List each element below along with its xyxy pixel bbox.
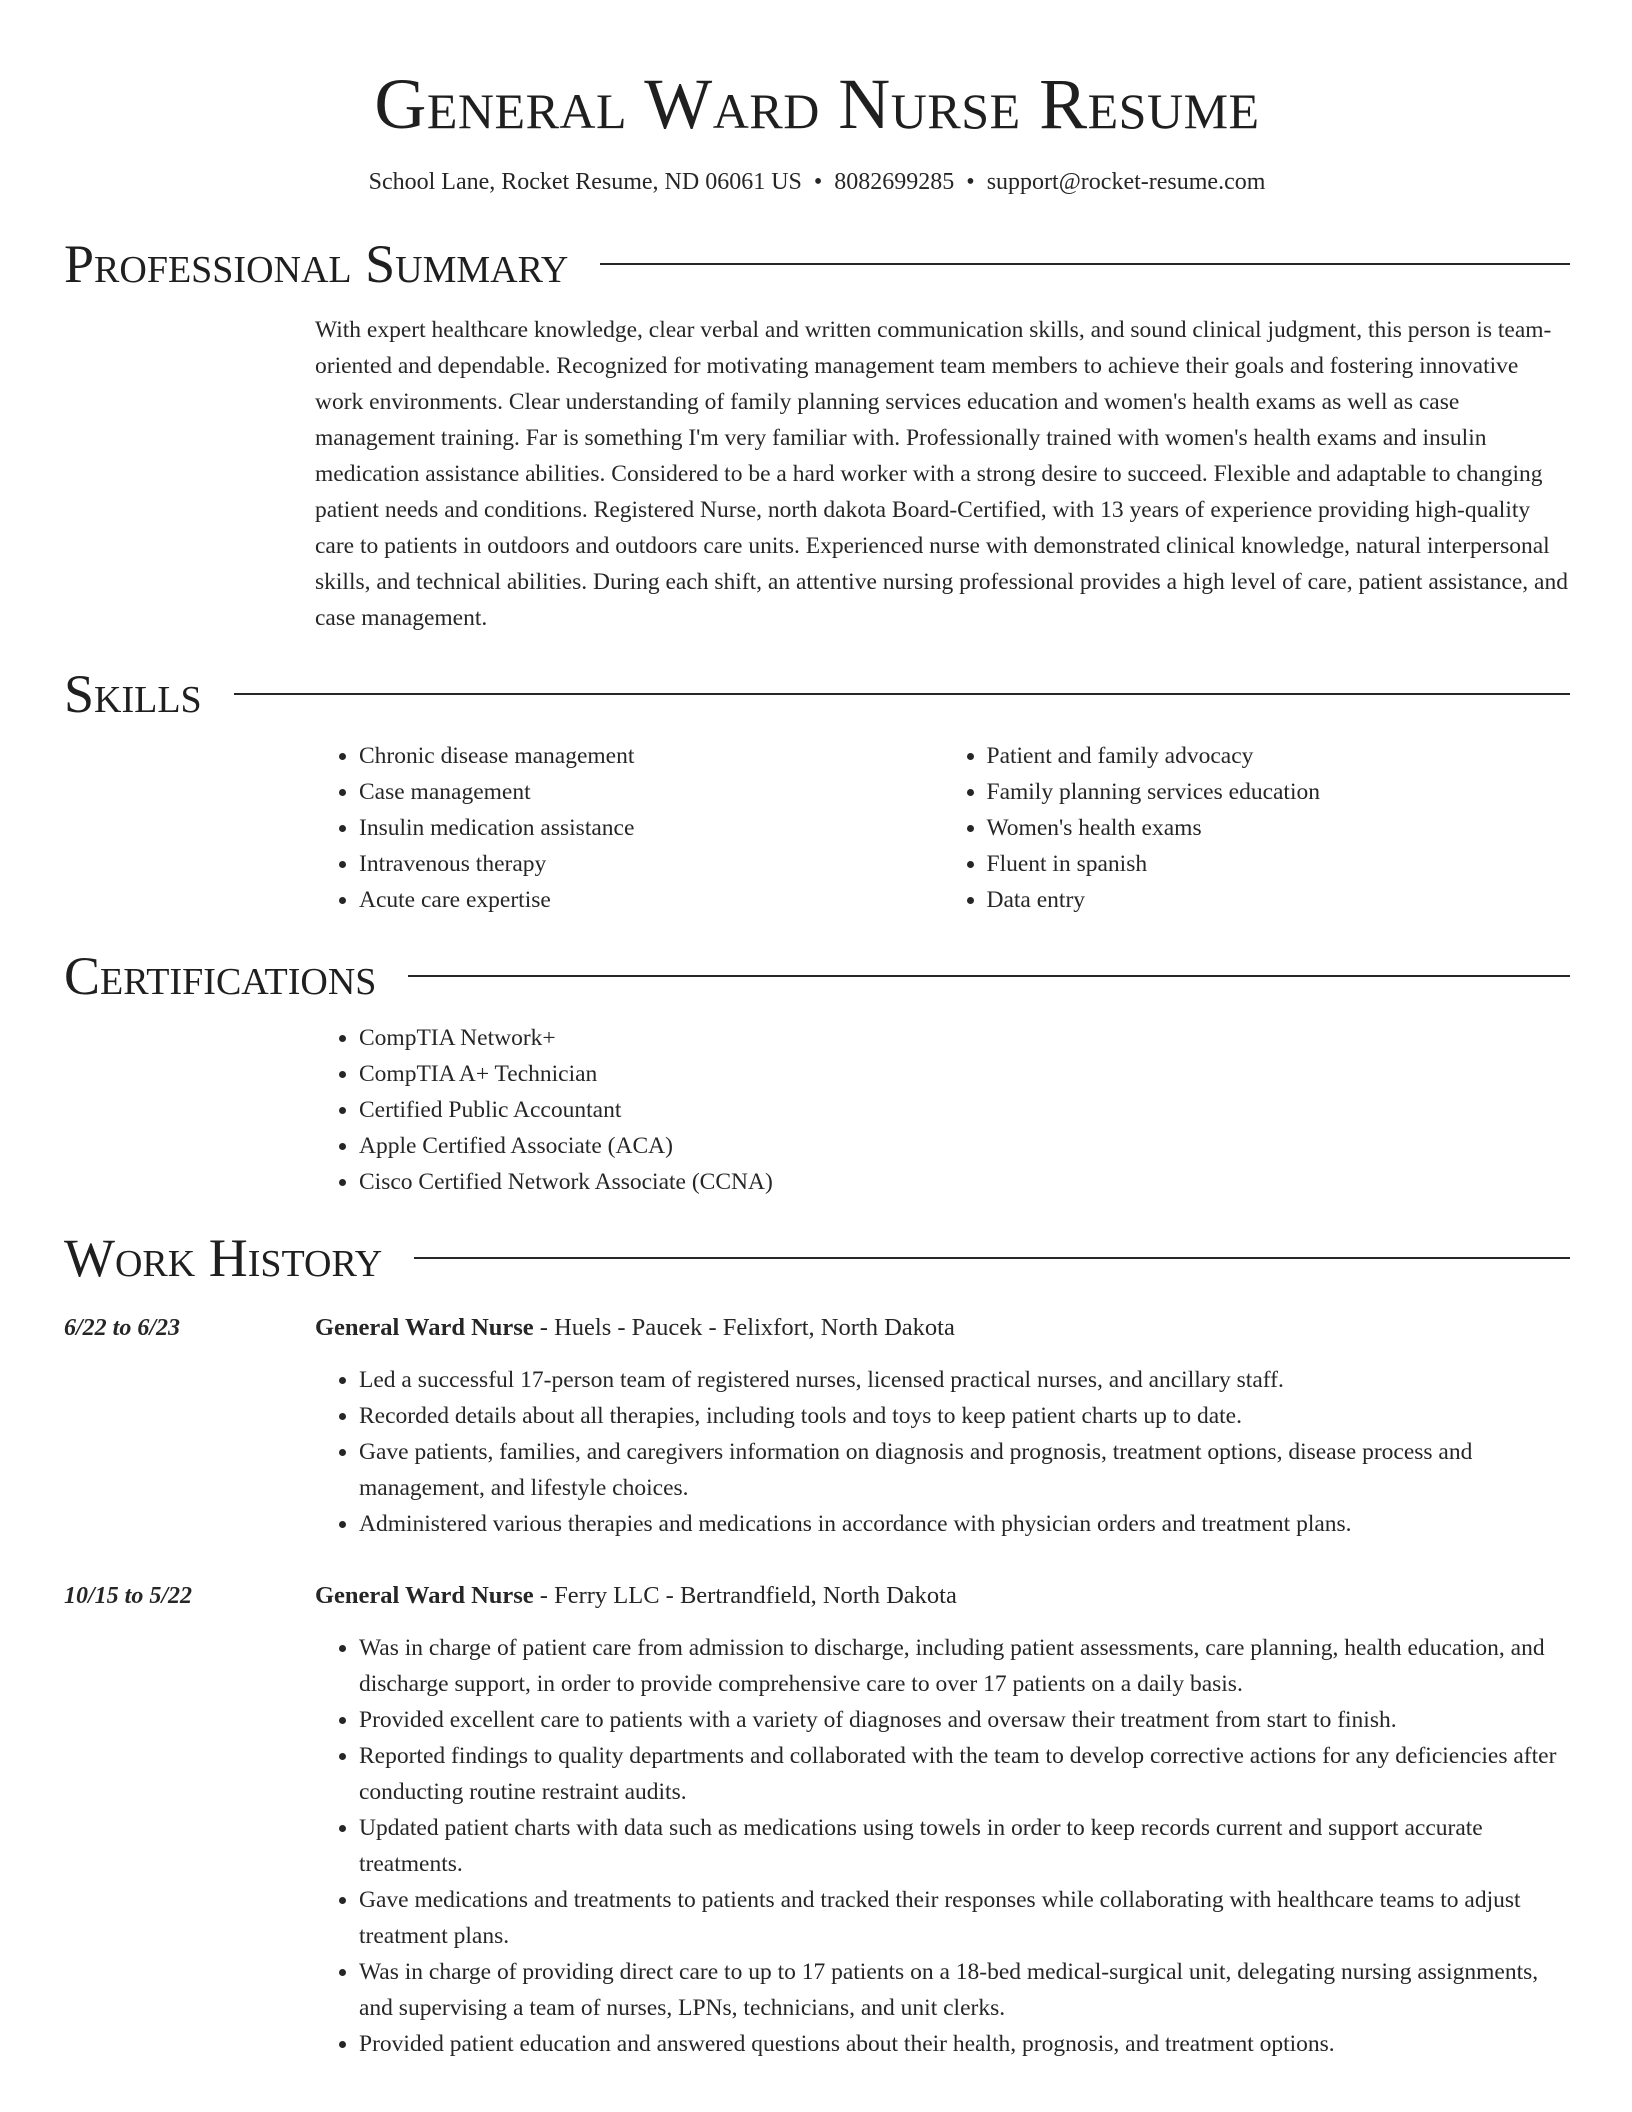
contact-separator: • <box>966 169 975 195</box>
job-employer: - Ferry LLC - Bertrandfield, North Dakota <box>533 1582 957 1609</box>
job-bullet: • Provided excellent care to patients with a variety of diagnoses and oversaw their treatment from start to finish. <box>359 1702 1570 1738</box>
certification-item: • CompTIA Network+ <box>359 1020 1570 1056</box>
work-history-heading: Work History <box>64 1228 383 1288</box>
job-details <box>315 1578 1570 2062</box>
skill-item: • Case management <box>359 774 943 810</box>
summary-heading: Professional Summary <box>64 234 569 294</box>
certification-item: • Apple Certified Associate (ACA) <box>359 1128 1570 1164</box>
certification-item: • Certified Public Accountant <box>359 1092 1570 1128</box>
certification-item: • Cisco Certified Network Associate (CCNA) <box>359 1164 1570 1200</box>
skill-item: • Acute care expertise <box>359 882 943 918</box>
skills-heading: Skills <box>64 664 202 724</box>
skill-item: • Insulin medication assistance <box>359 810 943 846</box>
skill-item: • Women's health exams <box>987 810 1571 846</box>
certifications-section-header <box>64 946 1570 1006</box>
job-bullet: • Was in charge of providing direct care to up to 17 patients on a 18-bed medical-surgical unit, delegating nursing assignments, and supervising a team of nurses, LPNs, technicians, and unit clerks. <box>359 1954 1570 2026</box>
section-divider <box>408 975 1570 977</box>
skill-item: • Patient and family advocacy <box>987 738 1571 774</box>
section-divider <box>600 263 1570 265</box>
job-title-line <box>315 1310 1570 1346</box>
contact-phone: 8082699285 <box>834 169 955 195</box>
resume-title: General Ward Nurse Resume <box>374 64 1260 144</box>
job-entry <box>64 1310 1570 1542</box>
job-bullet: • Gave patients, families, and caregivers information on diagnosis and prognosis, treatment options, disease process and management, and lifestyle choices. <box>359 1434 1570 1506</box>
job-employer: - Huels - Paucek - Felixfort, North Dakota <box>533 1314 955 1341</box>
job-dates: 10/15 to 5/22 <box>64 1583 193 1609</box>
job-title-line <box>315 1578 1570 1614</box>
skills-list <box>315 738 1570 918</box>
section-divider <box>414 1257 1570 1259</box>
certifications-heading: Certifications <box>64 946 377 1006</box>
job-bullet: • Reported findings to quality departments and collaborated with the team to develop corrective actions for any deficiencies after conducting routine restraint audits. <box>359 1738 1570 1810</box>
certification-item: • CompTIA A+ Technician <box>359 1056 1570 1092</box>
job-bullet: • Gave medications and treatments to patients and tracked their responses while collaborating with healthcare teams to adjust treatment plans. <box>359 1882 1570 1954</box>
job-bullet: • Was in charge of patient care from admission to discharge, including patient assessments, care planning, health education, and discharge support, in order to provide comprehensive care to over 17 patients on a daily basis. <box>359 1630 1570 1702</box>
summary-section-header <box>64 234 1570 294</box>
skills-column-left <box>315 738 943 918</box>
job-bullets <box>315 1362 1570 1542</box>
skill-item: • Data entry <box>987 882 1571 918</box>
skills-section-header <box>64 664 1570 724</box>
contact-separator: • <box>813 169 823 195</box>
job-bullet: • Administered various therapies and medications in accordance with physician orders and treatment plans. <box>359 1506 1570 1542</box>
skill-item: • Intravenous therapy <box>359 846 943 882</box>
job-bullets <box>315 1630 1570 2062</box>
summary-text: With expert healthcare knowledge, clear verbal and written communication skills, and sound clinical judgment, this person is team-oriented and dependable. Recognized for motivating management team members to achieve their goals and fostering innovative work environments. Clear understanding of family planning services education and women's health exams as well as case management training. Far is something I'm very familiar with. Professionally trained with women's health exams and insulin medication assistance abilities. Considered to be a hard worker with a strong desire to succeed. Flexible and adaptable to changing patient needs and conditions. Registered Nurse, north dakota Board-Certified, with 13 years of experience providing high-quality care to patients in outdoors and outdoors care units. Experienced nurse with demonstrated clinical knowledge, natural interpersonal skills, and technical abilities. During each shift, an attentive nursing professional provides a high level of care, patient assistance, and case management. <box>315 317 1568 631</box>
contact-email: support@rocket-resume.com <box>986 169 1266 195</box>
job-title: General Ward Nurse <box>315 1582 534 1609</box>
skill-item: • Family planning services education <box>987 774 1571 810</box>
job-bullet: • Updated patient charts with data such as medications using towels in order to keep records current and support accurate treatments. <box>359 1810 1570 1882</box>
job-entry <box>64 1578 1570 2062</box>
contact-line <box>64 166 1570 198</box>
certifications-list <box>315 1020 1570 1200</box>
skill-item: • Chronic disease management <box>359 738 943 774</box>
skill-item: • Fluent in spanish <box>987 846 1571 882</box>
job-bullet: • Recorded details about all therapies, including tools and toys to keep patient charts up to date. <box>359 1398 1570 1434</box>
job-dates: 6/22 to 6/23 <box>64 1315 181 1341</box>
job-bullet: • Provided patient education and answered questions about their health, prognosis, and treatment options. <box>359 2026 1570 2062</box>
section-divider <box>234 693 1570 695</box>
work-history-section-header <box>64 1228 1570 1288</box>
job-title: General Ward Nurse <box>315 1314 534 1341</box>
job-bullet: • Led a successful 17-person team of registered nurses, licensed practical nurses, and ancillary staff. <box>359 1362 1570 1398</box>
skills-column-right <box>943 738 1571 918</box>
contact-address: School Lane, Rocket Resume, ND 06061 US <box>368 169 802 195</box>
job-details <box>315 1310 1570 1542</box>
